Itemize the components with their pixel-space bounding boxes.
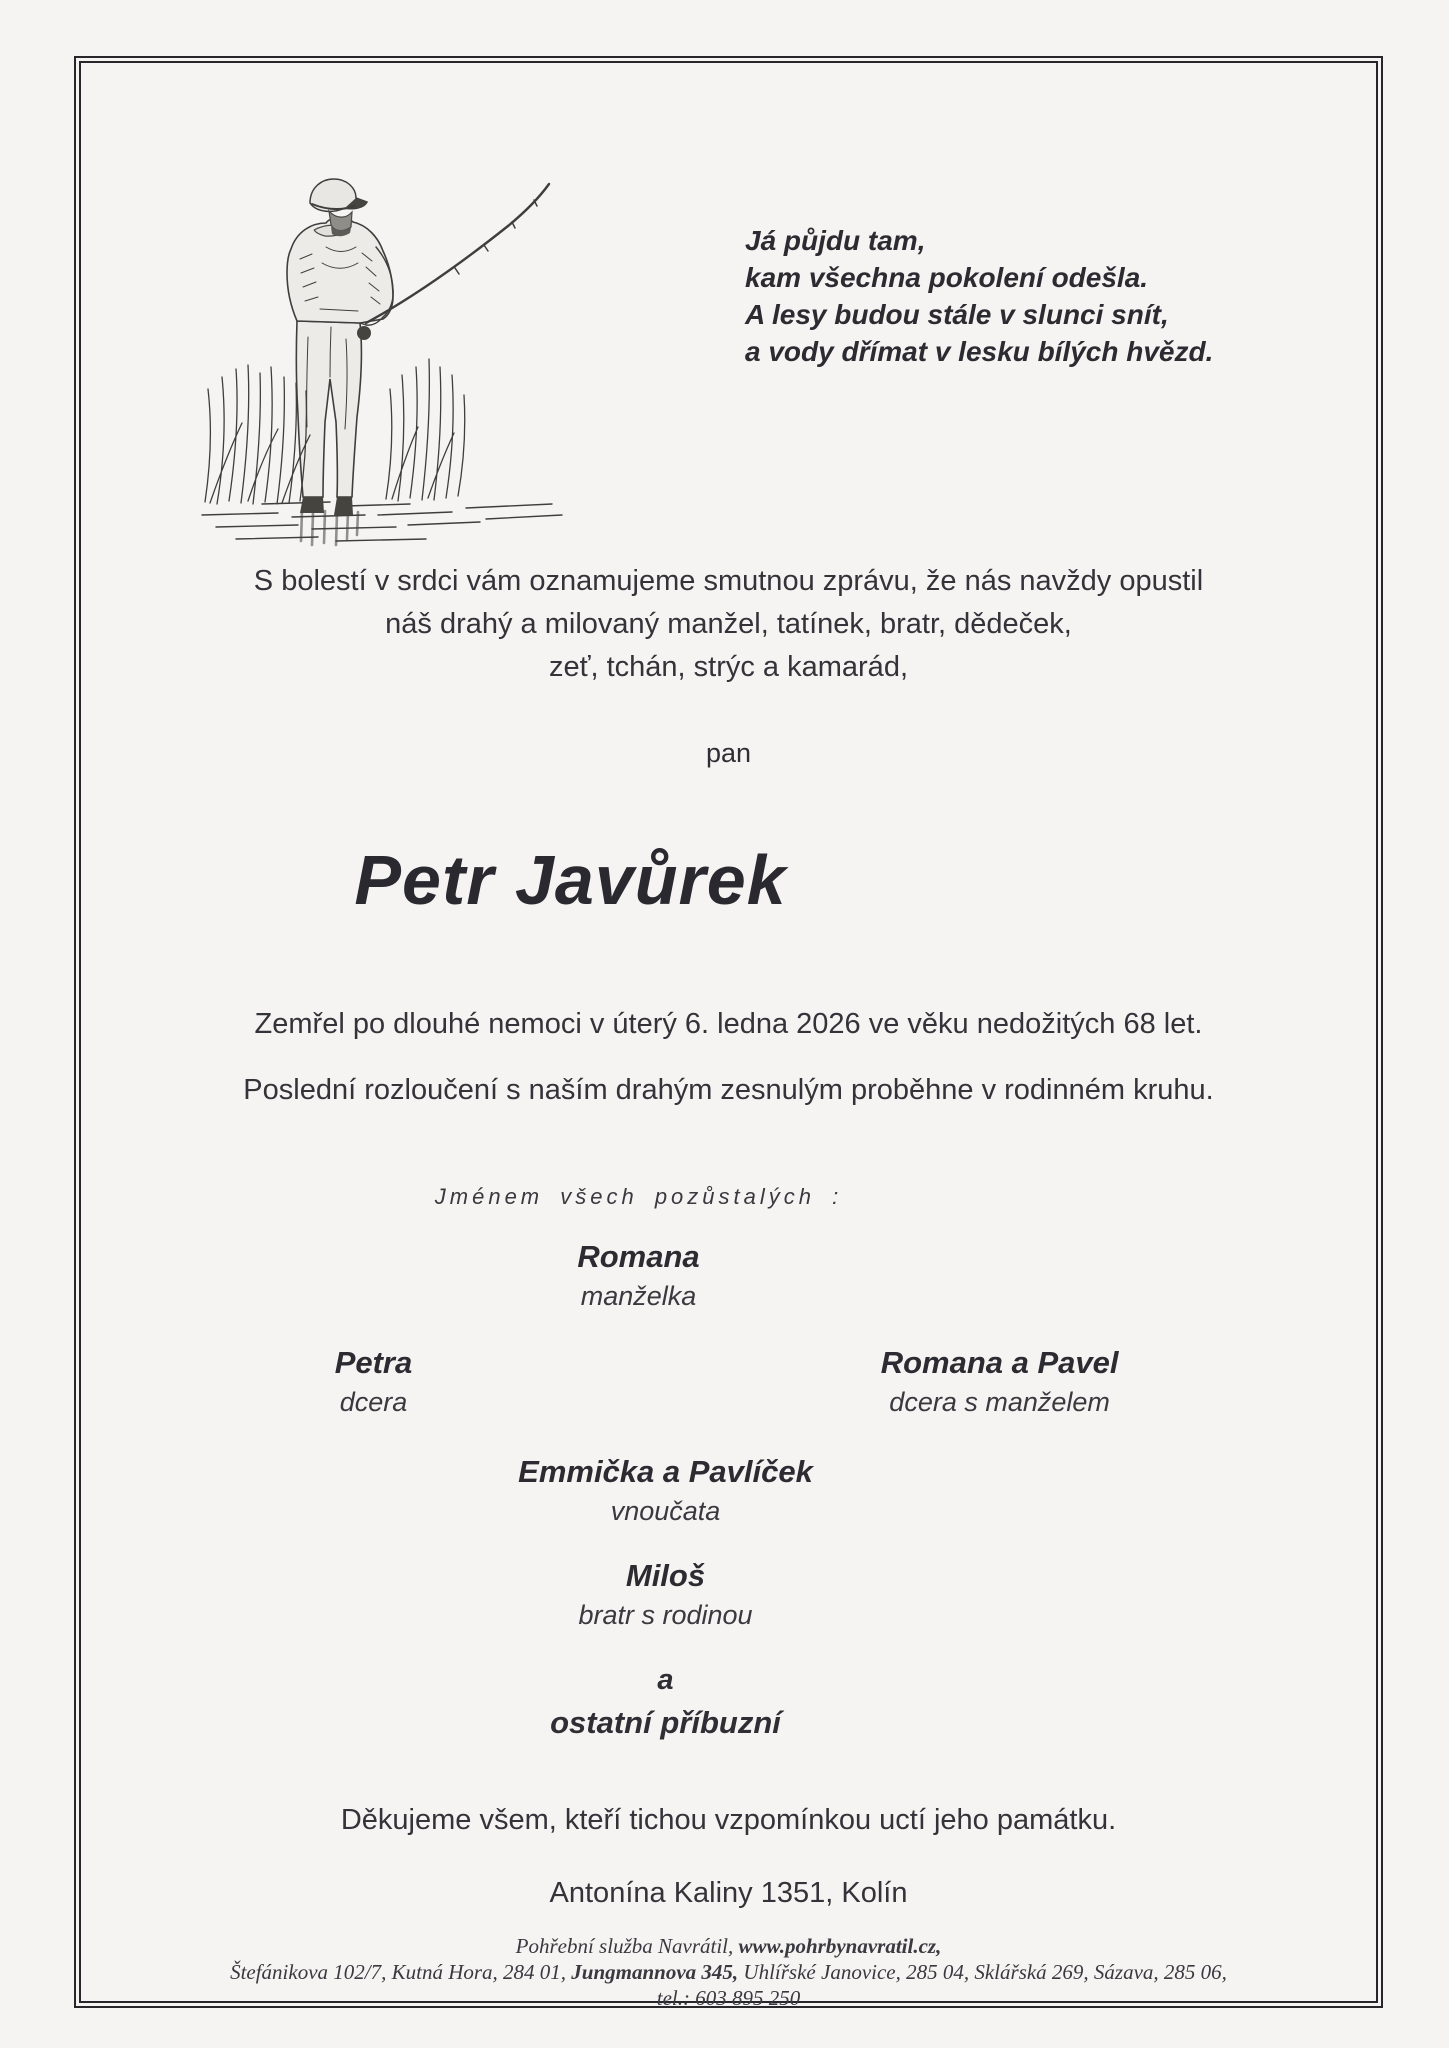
death-line: Zemřel po dlouhé nemoci v úterý 6. ledna 2026 ve věku nedožitých 68 let. xyxy=(254,1008,1203,1040)
mourner-relation: vnoučata xyxy=(610,1496,721,1526)
reeds-right xyxy=(386,359,465,501)
poem xyxy=(745,222,1213,370)
service-name: Pohřební služba Navrátil, xyxy=(515,1934,739,1958)
service-address-bold: Jungmannova 345, xyxy=(571,1960,739,1984)
mourner-name: Petra xyxy=(334,1345,413,1380)
deceased-name: Petr Javůrek xyxy=(354,841,787,919)
funeral-service-footer xyxy=(83,1933,1374,2011)
mourner-name: Miloš xyxy=(625,1558,706,1593)
and-label: a xyxy=(657,1664,674,1696)
service-address-post: Uhlířské Janovice, 285 04, Sklářská 269, Sázava, 285 06, xyxy=(738,1960,1227,1984)
mourner-daughter xyxy=(335,1342,413,1420)
inner-border-frame xyxy=(79,61,1378,2010)
mourner-relation: bratr s rodinou xyxy=(578,1600,753,1630)
announcement xyxy=(83,560,1374,689)
announcement-line: zeť, tchán, strýc a kamarád, xyxy=(548,651,909,683)
mourner-relation: dcera s manželem xyxy=(889,1387,1110,1417)
fishing-reel xyxy=(357,326,371,340)
service-website: www.pohrbynavratil.cz, xyxy=(738,1934,942,1958)
water-lines xyxy=(202,502,562,541)
mourner-name: Emmička a Pavlíček xyxy=(518,1454,813,1489)
fisherman-head xyxy=(329,211,352,231)
notice-content xyxy=(83,65,1374,2010)
service-address-pre: Štefánikova 102/7, Kutná Hora, 284 01, xyxy=(230,1960,572,1984)
poem-line: a vody dřímat v lesku bílých hvězd. xyxy=(745,336,1214,367)
address-line: Antonína Kaliny 1351, Kolín xyxy=(549,1877,908,1909)
other-relatives-label: ostatní příbuzní xyxy=(550,1705,781,1740)
mourner-brother xyxy=(20,1555,1311,1633)
announcement-line: S bolestí v srdci vám oznamujeme smutnou zprávu, že nás navždy opustil xyxy=(253,565,1204,597)
footer-line-1 xyxy=(83,1933,1374,1959)
mourner-grandchildren xyxy=(20,1451,1311,1529)
mourner-wife xyxy=(0,1236,1284,1314)
mourner-relation: dcera xyxy=(339,1387,408,1417)
announcement-line: náš drahý a milovaný manžel, tatínek, bratr, dědeček, xyxy=(385,608,1072,640)
mourner-relation: manželka xyxy=(580,1281,697,1311)
mourner-name: Romana xyxy=(577,1239,700,1274)
on-behalf-label: Jménem všech pozůstalých : xyxy=(434,1184,843,1209)
fisherman-sketch-icon xyxy=(150,127,570,547)
poem-line: Já půjdu tam, xyxy=(745,225,926,256)
poem-line: A lesy budou stále v slunci snít, xyxy=(745,299,1169,330)
fisherman-boots xyxy=(300,497,353,515)
mourner-daughter-with-husband xyxy=(881,1342,1119,1420)
thanks-line: Děkujeme všem, kteří tichou vzpomínkou uctí jeho památku. xyxy=(340,1804,1117,1836)
footer-line-2 xyxy=(83,1959,1374,1985)
reeds-left xyxy=(205,365,310,504)
footer-line-3: tel.: 603 895 250 xyxy=(656,1986,801,2010)
honorific: pan xyxy=(705,738,752,768)
outer-border-frame xyxy=(74,56,1383,2008)
mourner-row xyxy=(83,1342,1374,1426)
farewell-line: Poslední rozloučení s naším drahým zesnulým proběhne v rodinném kruhu. xyxy=(243,1074,1214,1106)
poem-line: kam všechna pokolení odešla. xyxy=(745,262,1149,293)
mourner-name: Romana a Pavel xyxy=(880,1345,1119,1380)
